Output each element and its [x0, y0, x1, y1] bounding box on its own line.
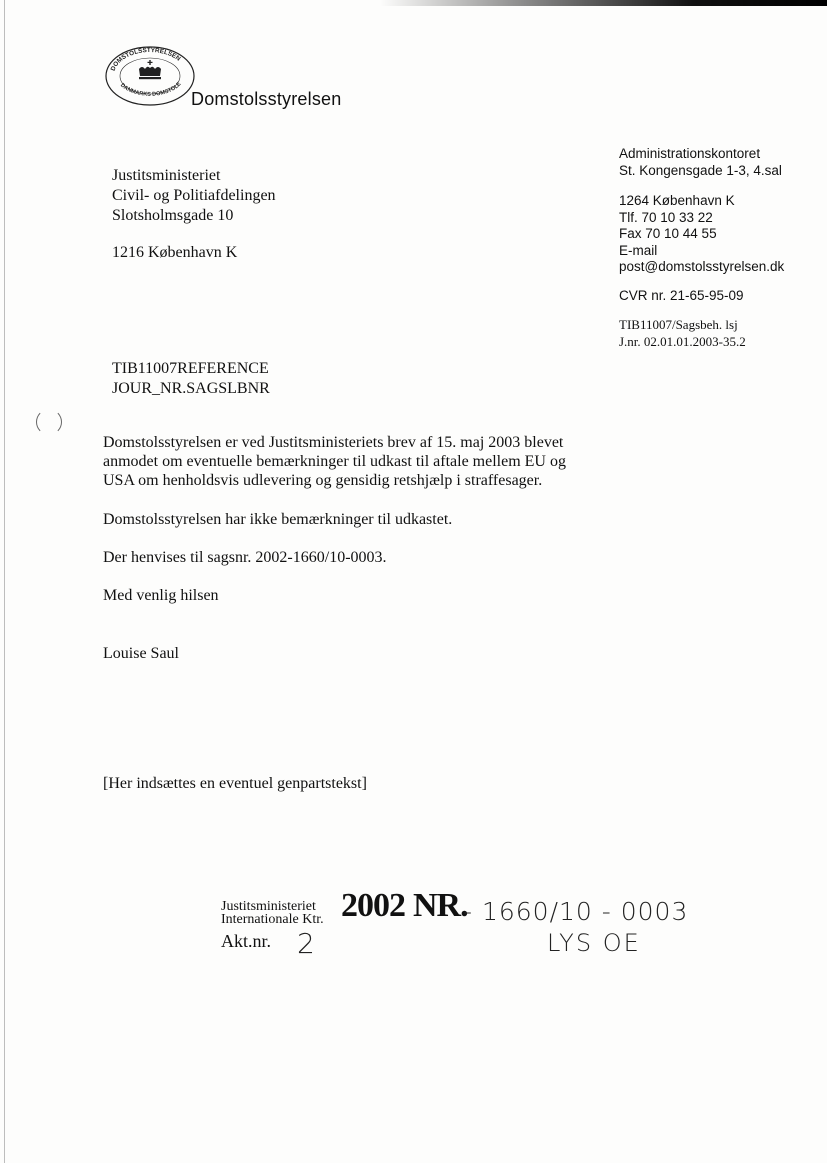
seal-text-top: DOMSTOLSSTYRELSEN	[109, 46, 182, 73]
case-handler: TIB11007/Sagsbeh. lsj	[619, 317, 738, 332]
paragraph-2: Domstolsstyrelsen har ikke bemærkninger til udkastet.	[103, 511, 453, 528]
sender-cvr: CVR nr. 21-65-95-09	[619, 287, 744, 303]
stamp-office: Internationale Ktr.	[221, 912, 324, 927]
sender-street: St. Kongensgade 1-3, 4.sal	[619, 162, 782, 178]
journal-code: JOUR_NR.SAGSLBNR	[112, 380, 270, 397]
handwritten-initials: LYS OE	[547, 929, 641, 957]
seal-text-bottom: DANMARKS DOMSTOLE	[119, 81, 183, 98]
reference-codes	[112, 359, 270, 399]
copy-note: [Her indsættes en eventuel genpartstekst]	[103, 775, 367, 792]
scan-left-edge	[4, 0, 5, 1163]
stamp-akt-label: Akt.nr.	[221, 931, 272, 951]
recipient-line: Slotsholmsgade 10	[112, 207, 234, 224]
recipient-postal: 1216 København K	[112, 244, 238, 261]
recipient-line: Civil- og Politiafdelingen	[112, 187, 276, 204]
institution-name: Domstolsstyrelsen	[191, 89, 342, 109]
scan-edge-shadow	[380, 0, 827, 6]
sender-fax: Fax 70 10 44 55	[619, 226, 717, 241]
recipient-address	[112, 166, 276, 263]
crown-icon	[139, 60, 161, 79]
sender-office: Administrationskontoret	[619, 146, 761, 161]
sender-city: 1264 København K	[619, 193, 735, 208]
court-seal-logo	[104, 45, 196, 107]
journal-number: J.nr. 02.01.01.2003-35.2	[619, 334, 746, 349]
handwritten-case-number: - 1660/10 - 0003	[463, 897, 689, 926]
reference-code: TIB11007REFERENCE	[112, 360, 269, 377]
paragraph-line: Domstolsstyrelsen er ved Justitsministeriets brev af 15. maj 2003 blevet	[103, 434, 564, 451]
sender-block	[619, 146, 784, 350]
signature: Louise Saul	[103, 645, 179, 662]
sender-email: post@domstolsstyrelsen.dk	[619, 259, 785, 274]
paragraph-line: USA om henholdsvis udlevering og gensidig retshjælp i straffesager.	[103, 472, 543, 489]
closing: Med venlig hilsen	[103, 587, 219, 604]
paragraph-3: Der henvises til sagsnr. 2002-1660/10-0003.	[103, 549, 387, 566]
handwritten-akt-number: 2	[297, 927, 315, 960]
sender-phone: Tlf. 70 10 33 22	[619, 209, 713, 225]
punch-hole-mark	[36, 409, 62, 435]
stamp-nr-label: NR.	[413, 887, 468, 924]
paragraph-line: anmodet om eventuelle bemærkninger til udkast til aftale mellem EU og	[103, 453, 566, 470]
paragraph-1	[103, 433, 566, 490]
svg-text:DANMARKS DOMSTOLE	[119, 81, 183, 98]
recipient-line: Justitsministeriet	[112, 167, 221, 184]
letter-body	[103, 433, 566, 793]
stamp-year-prefix: 2002	[341, 887, 405, 924]
stamp-ministry: Justitsministeriet	[221, 899, 316, 914]
sender-email-label: E-mail	[619, 242, 658, 258]
